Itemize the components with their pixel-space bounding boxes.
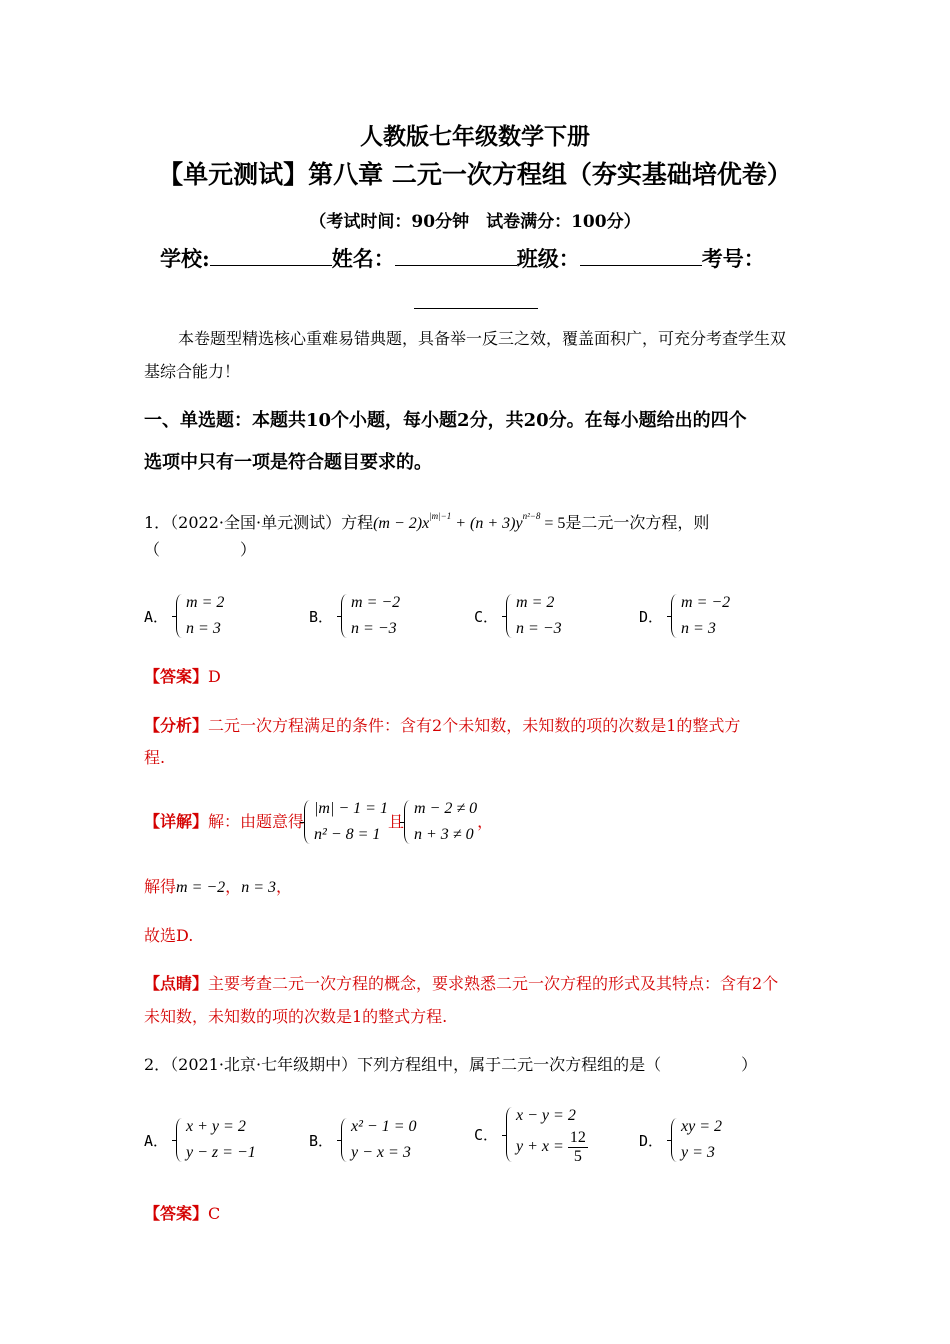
q2-answer: 【答案】C bbox=[144, 1204, 221, 1223]
q1-choice: 故选D. bbox=[144, 926, 194, 945]
school-label: 学校: bbox=[160, 246, 210, 271]
q1-option-a[interactable]: A． m = 2 n = 3 bbox=[144, 590, 224, 642]
exam-info: （考试时间：90分钟 试卷满分：100分） bbox=[309, 212, 641, 232]
number-label: 考号： bbox=[701, 246, 765, 271]
q2-option-a[interactable]: A． x + y = 2 y − z = −1 bbox=[144, 1114, 256, 1166]
question-2-stem: 2．（2021·北京·七年级期中）下列方程组中，属于二元一次方程组的是（ ） bbox=[144, 1055, 758, 1074]
intro-line-2: 基综合能力！ bbox=[144, 362, 241, 381]
q1-answer: 【答案】D bbox=[144, 667, 221, 686]
intro-line-1: 本卷题型精选核心重难易错典题，具备举一反三之效，覆盖面积广，可充分考查学生双 bbox=[178, 329, 787, 348]
section-heading-line-1: 一、单选题：本题共10个小题，每小题2分，共20分。在每小题给出的四个 bbox=[144, 410, 747, 431]
name-blank[interactable] bbox=[395, 245, 517, 266]
number-blank[interactable] bbox=[414, 288, 538, 309]
section-heading-line-2: 选项中只有一项是符合题目要求的。 bbox=[144, 452, 432, 473]
q1-solution: 解得m = −2，n = 3， bbox=[144, 877, 292, 896]
q1-option-d[interactable]: D． m = −2 n = 3 bbox=[639, 590, 730, 642]
class-label: 班级： bbox=[516, 246, 580, 271]
document-subtitle: 【单元测试】第八章 二元一次方程组（夯实基础培优卷） bbox=[158, 160, 792, 189]
class-blank[interactable] bbox=[580, 245, 702, 266]
q2-option-c[interactable]: C． x − y = 2 y + x = $\frac{12}{5}$ bbox=[474, 1103, 588, 1166]
equation: $(m - 2)x^{|m|-1} + (n + 3)y^{n^2-8} = 5$ bbox=[373, 511, 566, 532]
name-label: 姓名： bbox=[331, 246, 395, 271]
q1-comment: 【点睛】主要考查二元一次方程的概念，要求熟悉二元一次方程的形式及其特点：含有2个 bbox=[144, 974, 779, 993]
student-info-fields bbox=[160, 243, 765, 273]
q2-option-b[interactable]: B． x² − 1 = 0 y − x = 3 bbox=[309, 1114, 417, 1166]
q1-analysis: 【分析】二元一次方程满足的条件：含有2个未知数，未知数的项的次数是1的整式方 bbox=[144, 716, 741, 735]
q1-comment-cont: 未知数，未知数的项的次数是1的整式方程. bbox=[144, 1007, 448, 1026]
q1-analysis-cont: 程. bbox=[144, 748, 166, 767]
school-blank[interactable] bbox=[210, 245, 332, 266]
q1-detail: 【详解】 解：由题意得 |m| − 1 = 1 n² − 8 = 1 且 m − 2 ≠ 0 n + 3 ≠ 0 ， bbox=[144, 796, 493, 848]
question-1-paren: （ ） bbox=[144, 540, 257, 559]
question-1-stem: 1．（2022·全国·单元测试）方程$(m - 2)x^{|m|-1} + (n + 3)y^{n^2-8} = 5$是二元一次方程，则 bbox=[144, 511, 710, 532]
q1-option-b[interactable]: B． m = −2 n = −3 bbox=[309, 590, 400, 642]
q1-option-c[interactable]: C． m = 2 n = −3 bbox=[474, 590, 562, 642]
q2-option-d[interactable]: D． xy = 2 y = 3 bbox=[639, 1114, 722, 1166]
document-title: 人教版七年级数学下册 bbox=[360, 123, 590, 150]
